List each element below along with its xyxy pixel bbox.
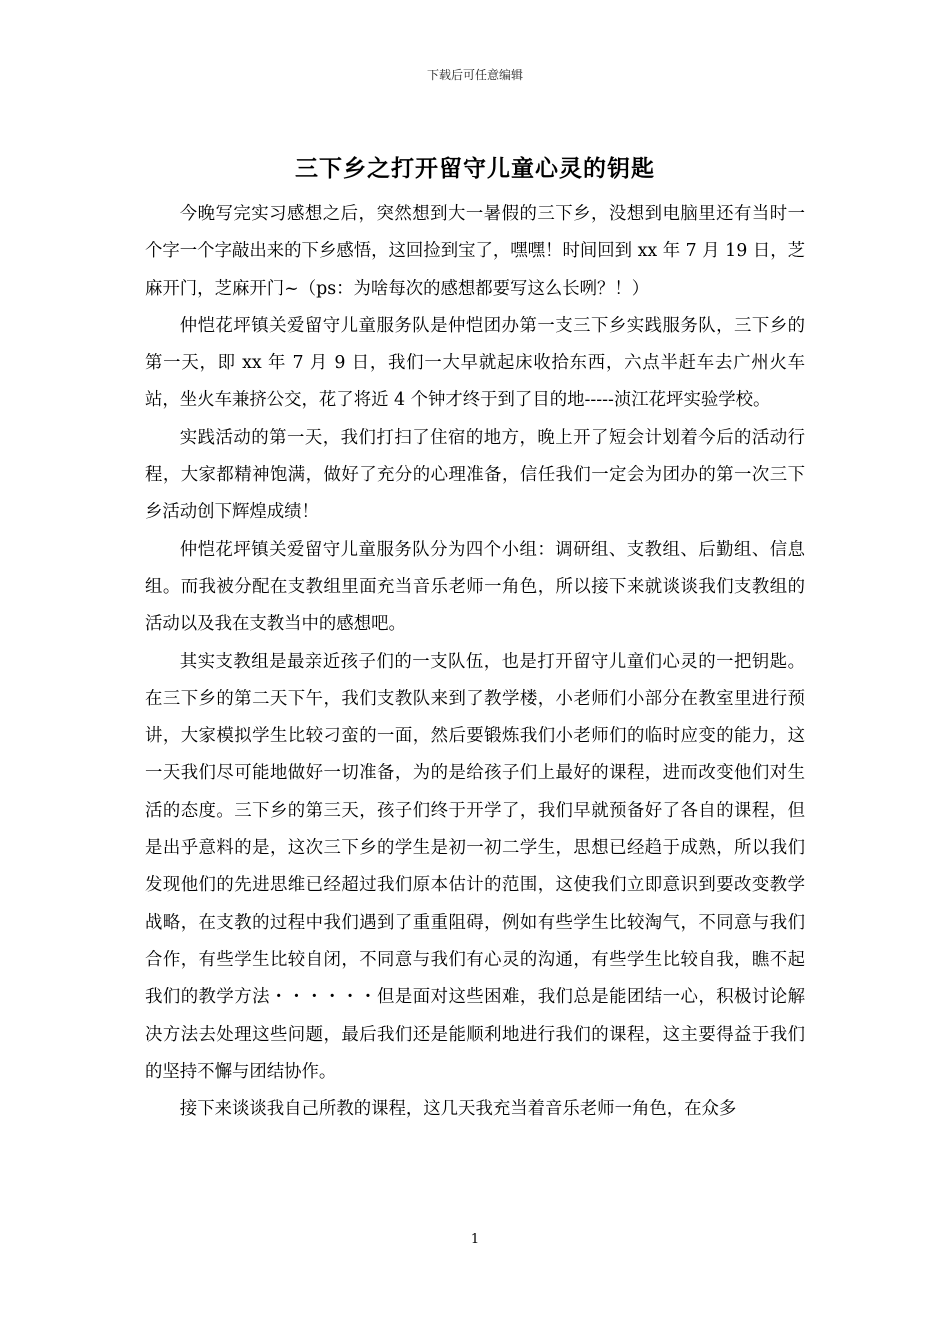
paragraph: 接下来谈谈我自己所教的课程，这几天我充当着音乐老师一角色，在众多 [179,1099,737,1120]
paragraph: 仲恺花坪镇关爱留守儿童服务队分为四个小组：调研组、支教组、后勤组、信息组。而我被分配在支教组里面充当音乐老师一角色，所以接下来就谈谈我们支教组的活动以及我在支教当中的感想吧。 [145,539,805,635]
page-header: 下载后可任意编辑 [426,68,523,82]
page-title: 三下乡之打开留守儿童心灵的钥匙 [295,156,655,182]
paragraph: 其实支教组是最亲近孩子们的一支队伍，也是打开留守儿童们心灵的一把钥匙。在三下乡的第二天下午，我们支教队来到了教学楼，小老师们小部分在教室里进行预讲，大家模拟学生比较刁蛮的一面，然后要锻炼我们小老师们的临时应变的能力，这一天我们尽可能地做好一切准备，为的是给孩子们上最好的课程，进而改变他们对生活的态度。三下乡的第三天，孩子们终于开学了，我们早就预备好了各自的课程，但是出乎意料的是，这次三下乡的学生是初一初二学生，思想已经趋于成熟，所以我们发现他们的先进思维已经超过我们原本估计的范围，这使我们立即意识到要改变教学战略，在支教的过程中我们遇到了重重阻碍，例如有些学生比较淘气，不同意与我们合作，有些学生比较自闭，不同意与我们有心灵的沟通，有些学生比较自我，瞧不起我们的教学方法・・・・・・但是面对这些困难，我们总是能团结一心，积极讨论解决方法去处理这些问题，最后我们还是能顺利地进行我们的课程，这主要得益于我们的坚持不懈与团结协作。 [145,651,805,1082]
page-number: 1 [470,1232,480,1247]
document-body [145,196,805,1128]
paragraph: 实践活动的第一天，我们打扫了住宿的地方，晚上开了短会计划着今后的活动行程，大家都精神饱满，做好了充分的心理准备，信任我们一定会为团办的第一次三下乡活动创下辉煌成绩！ [145,427,805,523]
paragraph: 今晚写完实习感想之后，突然想到大一暑假的三下乡，没想到电脑里还有当时一个字一个字敲出来的下乡感悟，这回捡到宝了，嘿嘿！时间回到 xx 年 7 月 19 日，芝麻开门，芝麻开门~（ps：为啥每次的感想都要写这么长咧？！） [145,204,805,299]
paragraph: 仲恺花坪镇关爱留守儿童服务队是仲恺团办第一支三下乡实践服务队，三下乡的第一天，即 xx 年 7 月 9 日，我们一大早就起床收拾东西，六点半赶车去广州火车站，坐火车兼挤公交，花了将近 4 个钟才终于到了目的地-----浈江花坪实验学校。 [145,315,805,411]
